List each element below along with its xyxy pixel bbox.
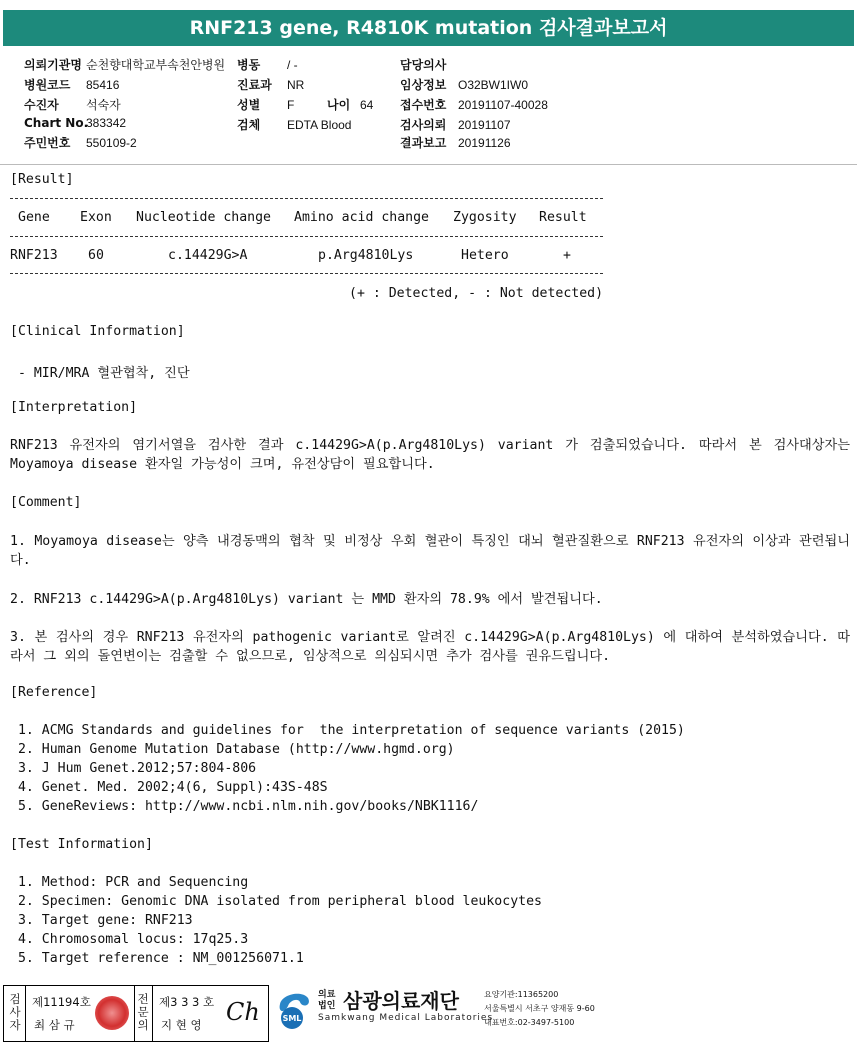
- cell-zygosity: Hetero: [461, 248, 509, 263]
- col-nucleotide: Nucleotide change: [136, 210, 271, 225]
- col-amino-acid: Amino acid change: [294, 210, 429, 225]
- reference-item: 1. ACMG Standards and guidelines for the interpretation of sequence variants (2015): [10, 723, 685, 738]
- specialist-label: 전문의: [137, 992, 149, 1032]
- header-row-id-number: 주민번호 550109-2: [24, 136, 137, 150]
- header-row-hospital-code: 병원코드 85416: [24, 78, 120, 92]
- clinical-heading: [Clinical Information]: [10, 324, 185, 339]
- org-info-code: 요양기관:11365200: [484, 990, 559, 999]
- org-name: 삼광의료재단: [343, 989, 459, 1013]
- signature: Ch: [226, 998, 260, 1026]
- testinfo-item: 4. Chromosomal locus: 17q25.3: [10, 932, 249, 947]
- table-divider-mid: [10, 236, 603, 237]
- reference-item: 4. Genet. Med. 2002;4(6, Suppl):43S-48S: [10, 780, 328, 795]
- cell-result: +: [563, 248, 571, 263]
- logo-text: SML: [282, 1014, 302, 1023]
- examiner-license: 제11194호: [32, 995, 91, 1009]
- header-row-report-date: 결과보고 20191126: [400, 136, 511, 150]
- testinfo-heading: [Test Information]: [10, 837, 153, 852]
- patient-header: [0, 48, 857, 165]
- examiner-name: 최 삼 규: [34, 1018, 75, 1032]
- comment-heading: [Comment]: [10, 495, 82, 510]
- comment-item-3: 3. 본 검사의 경우 RNF213 유전자의 pathogenic variant로 알려진 c.14429G>A(p.Arg4810Lys) 에 대하여 분석하였습니다. 따라서 그 외의 돌연변이는 검출할 수 없으므로, 임상적으로 의심되시면 추가 검사를 권유드립니다.: [10, 630, 850, 664]
- cell-gene: RNF213: [10, 248, 58, 263]
- org-info-address: 서울특별시 서초구 양재동 9-60: [484, 1004, 595, 1013]
- title-bar: [0, 0, 857, 45]
- interpretation-heading: [Interpretation]: [10, 400, 138, 415]
- comment-item-2: 2. RNF213 c.14429G>A(p.Arg4810Lys) variant 는 MMD 환자의 78.9% 에서 발견됩니다.: [10, 592, 603, 607]
- reference-item: 5. GeneReviews: http://www.ncbi.nlm.nih.gov/books/NBK1116/: [10, 799, 479, 814]
- interpretation-text: RNF213 유전자의 염기서열을 검사한 결과 c.14429G>A(p.Arg4810Lys) variant 가 검출되었습니다. 따라서 본 검사대상자는 Moyamoya disease 환자일 가능성이 크며, 유전상담이 필요합니다.: [10, 438, 850, 472]
- result-heading: [Result]: [10, 172, 74, 187]
- testinfo-item: 3. Target gene: RNF213: [10, 913, 193, 928]
- org-english-name: Samkwang Medical Laboratories: [318, 1013, 494, 1023]
- table-divider-top: [10, 198, 603, 199]
- col-exon: Exon: [80, 210, 112, 225]
- clinical-text: - MIR/MRA 혈관협착, 진단: [10, 366, 190, 381]
- header-row-specimen: 검체 EDTA Blood: [237, 118, 352, 132]
- cell-nucleotide: c.14429G>A: [168, 248, 248, 263]
- header-row-receipt-no: 접수번호 20191107-40028: [400, 98, 548, 112]
- col-gene: Gene: [18, 210, 50, 225]
- header-row-clinical-info: 임상정보 O32BW1IW0: [400, 78, 529, 92]
- result-legend: (+ : Detected, - : Not detected): [349, 286, 604, 301]
- signature-box: [3, 985, 269, 1042]
- specialist-name: 지 현 영: [161, 1018, 202, 1032]
- testinfo-item: 2. Specimen: Genomic DNA isolated from peripheral blood leukocytes: [10, 894, 542, 909]
- header-row-ward: 병동 / -: [237, 58, 298, 72]
- col-zygosity: Zygosity: [453, 210, 517, 225]
- header-row-age: 나이 64: [327, 98, 374, 112]
- report-title: RNF213 gene, R4810K mutation 검사결과보고서: [3, 10, 854, 46]
- col-result: Result: [539, 210, 587, 225]
- report-footer: [0, 980, 857, 1050]
- header-row-request-date: 검사의뢰 20191107: [400, 118, 511, 132]
- table-divider-bottom: [10, 273, 603, 274]
- header-row-institution: 의뢰기관명 순천향대학교부속천안병원: [24, 58, 226, 72]
- header-row-doctor: 담당의사: [400, 58, 447, 72]
- header-row-department: 진료과 NR: [237, 78, 305, 92]
- reference-item: 2. Human Genome Mutation Database (http://www.hgmd.org): [10, 742, 455, 757]
- org-info-phone: 대표번호:02-3497-5100: [484, 1018, 575, 1027]
- testinfo-item: 5. Target reference : NM_001256071.1: [10, 951, 304, 966]
- comment-item-1: 1. Moyamoya disease는 양측 내경동맥의 협착 및 비정상 우회 혈관이 특징인 대뇌 혈관질환으로 RNF213 유전자의 이상과 관련됩니다.: [10, 534, 850, 568]
- org-prefix: 의료 법인: [318, 990, 336, 1011]
- testinfo-item: 1. Method: PCR and Sequencing: [10, 875, 249, 890]
- sml-logo-icon: [272, 988, 314, 1030]
- header-row-patient: 수진자 석숙자: [24, 98, 121, 112]
- reference-item: 3. J Hum Genet.2012;57:804-806: [10, 761, 257, 776]
- cell-amino-acid: p.Arg4810Lys: [318, 248, 414, 263]
- header-row-sex: 성별 F: [237, 98, 295, 112]
- cell-exon: 60: [88, 248, 104, 263]
- examiner-label: 검사자: [9, 992, 21, 1032]
- seal-icon: [95, 996, 129, 1030]
- specialist-license: 제3 3 3 호: [159, 995, 215, 1009]
- reference-heading: [Reference]: [10, 685, 98, 700]
- header-row-chart-no: Chart No.383342: [24, 116, 127, 130]
